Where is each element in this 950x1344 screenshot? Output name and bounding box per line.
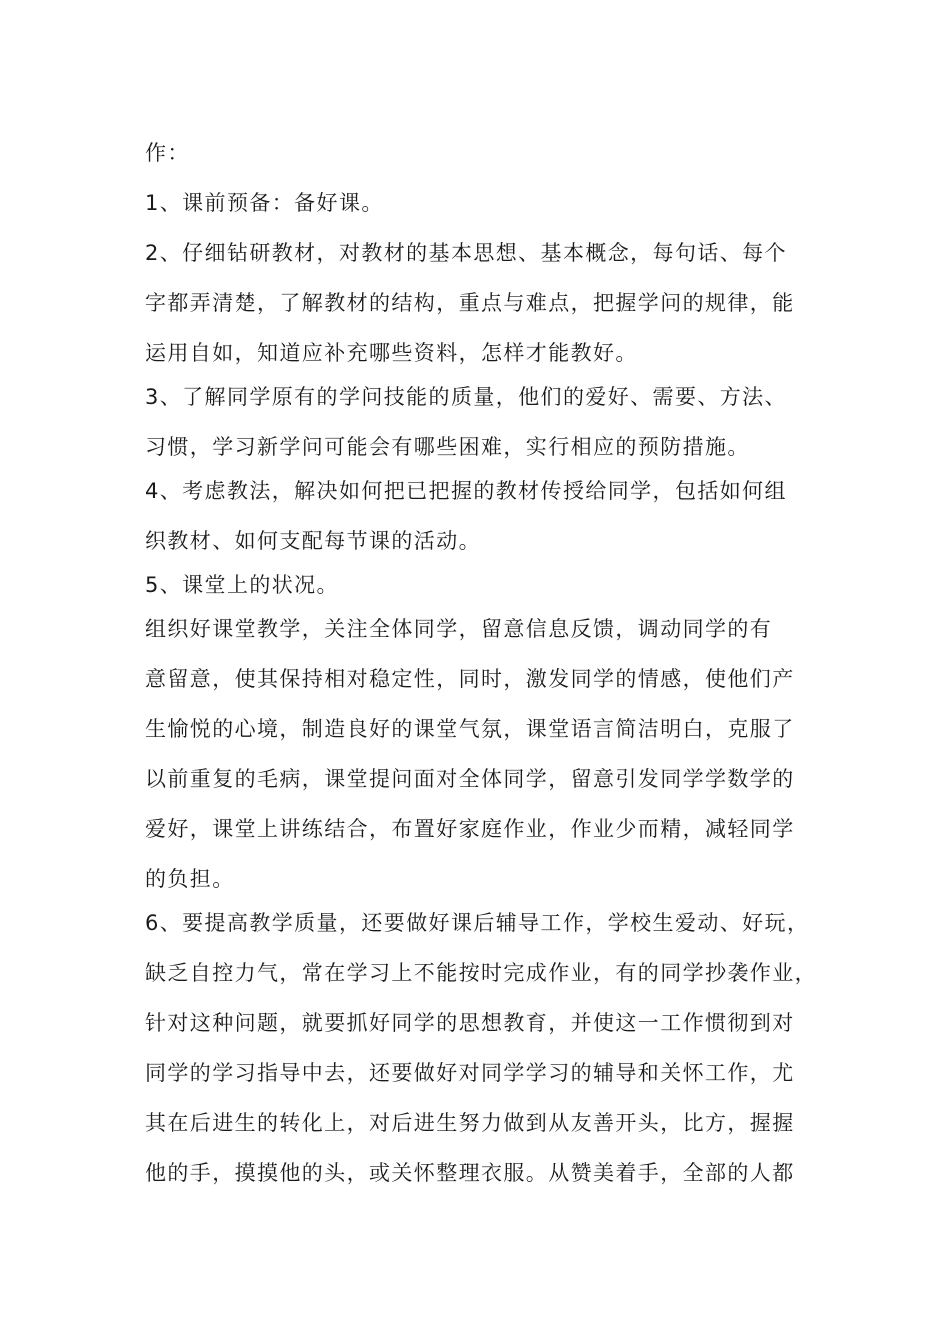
text-line: 4、考虑教法，解决如何把已把握的教材传授给同学，包括如何组 bbox=[145, 479, 787, 503]
text-line: 他的手，摸摸他的头，或关怀整理衣服。从赞美着手，全部的人都 bbox=[145, 1161, 795, 1185]
text-line: 作： bbox=[145, 141, 190, 165]
text-line: 同学的学习指导中去，还要做好对同学学习的辅导和关怀工作，尤 bbox=[145, 1061, 795, 1085]
text-line: 其在后进生的转化上，对后进生努力做到从友善开头，比方，握握 bbox=[145, 1111, 795, 1135]
text-line: 1、课前预备：备好课。 bbox=[145, 191, 384, 215]
text-line: 5、课堂上的状况。 bbox=[145, 573, 339, 597]
text-line: 以前重复的毛病，课堂提问面对全体同学，留意引发同学学数学的 bbox=[145, 767, 795, 791]
text-line: 运用自如，知道应补充哪些资料，怎样才能教好。 bbox=[145, 341, 638, 365]
text-line: 的负担。 bbox=[145, 867, 235, 891]
text-line: 6、要提高教学质量，还要做好课后辅导工作，学校生爱动、好玩， bbox=[145, 911, 810, 935]
text-line: 习惯，学习新学问可能会有哪些困难，实行相应的预防措施。 bbox=[145, 435, 750, 459]
text-line: 爱好，课堂上讲练结合，布置好家庭作业，作业少而精，减轻同学 bbox=[145, 817, 795, 841]
text-line: 缺乏自控力气，常在学习上不能按时完成作业，有的同学抄袭作业， bbox=[145, 961, 817, 985]
text-line: 组织好课堂教学，关注全体同学，留意信息反馈，调动同学的有 bbox=[145, 617, 773, 641]
text-line: 织教材、如何支配每节课的活动。 bbox=[145, 529, 481, 553]
text-line: 针对这种问题，就要抓好同学的思想教育，并使这一工作惯彻到对 bbox=[145, 1011, 795, 1035]
text-line: 生愉悦的心境，制造良好的课堂气氛，课堂语言简洁明白，克服了 bbox=[145, 717, 795, 741]
text-line: 意留意，使其保持相对稳定性，同时，激发同学的情感，使他们产 bbox=[145, 667, 795, 691]
text-line: 字都弄清楚，了解教材的结构，重点与难点，把握学问的规律，能 bbox=[145, 291, 795, 315]
text-line: 2、仔细钻研教材，对教材的基本思想、基本概念，每句话、每个 bbox=[145, 241, 787, 265]
document-body bbox=[145, 133, 817, 1203]
text-line: 3、了解同学原有的学问技能的质量，他们的爱好、需要、方法、 bbox=[145, 385, 787, 409]
